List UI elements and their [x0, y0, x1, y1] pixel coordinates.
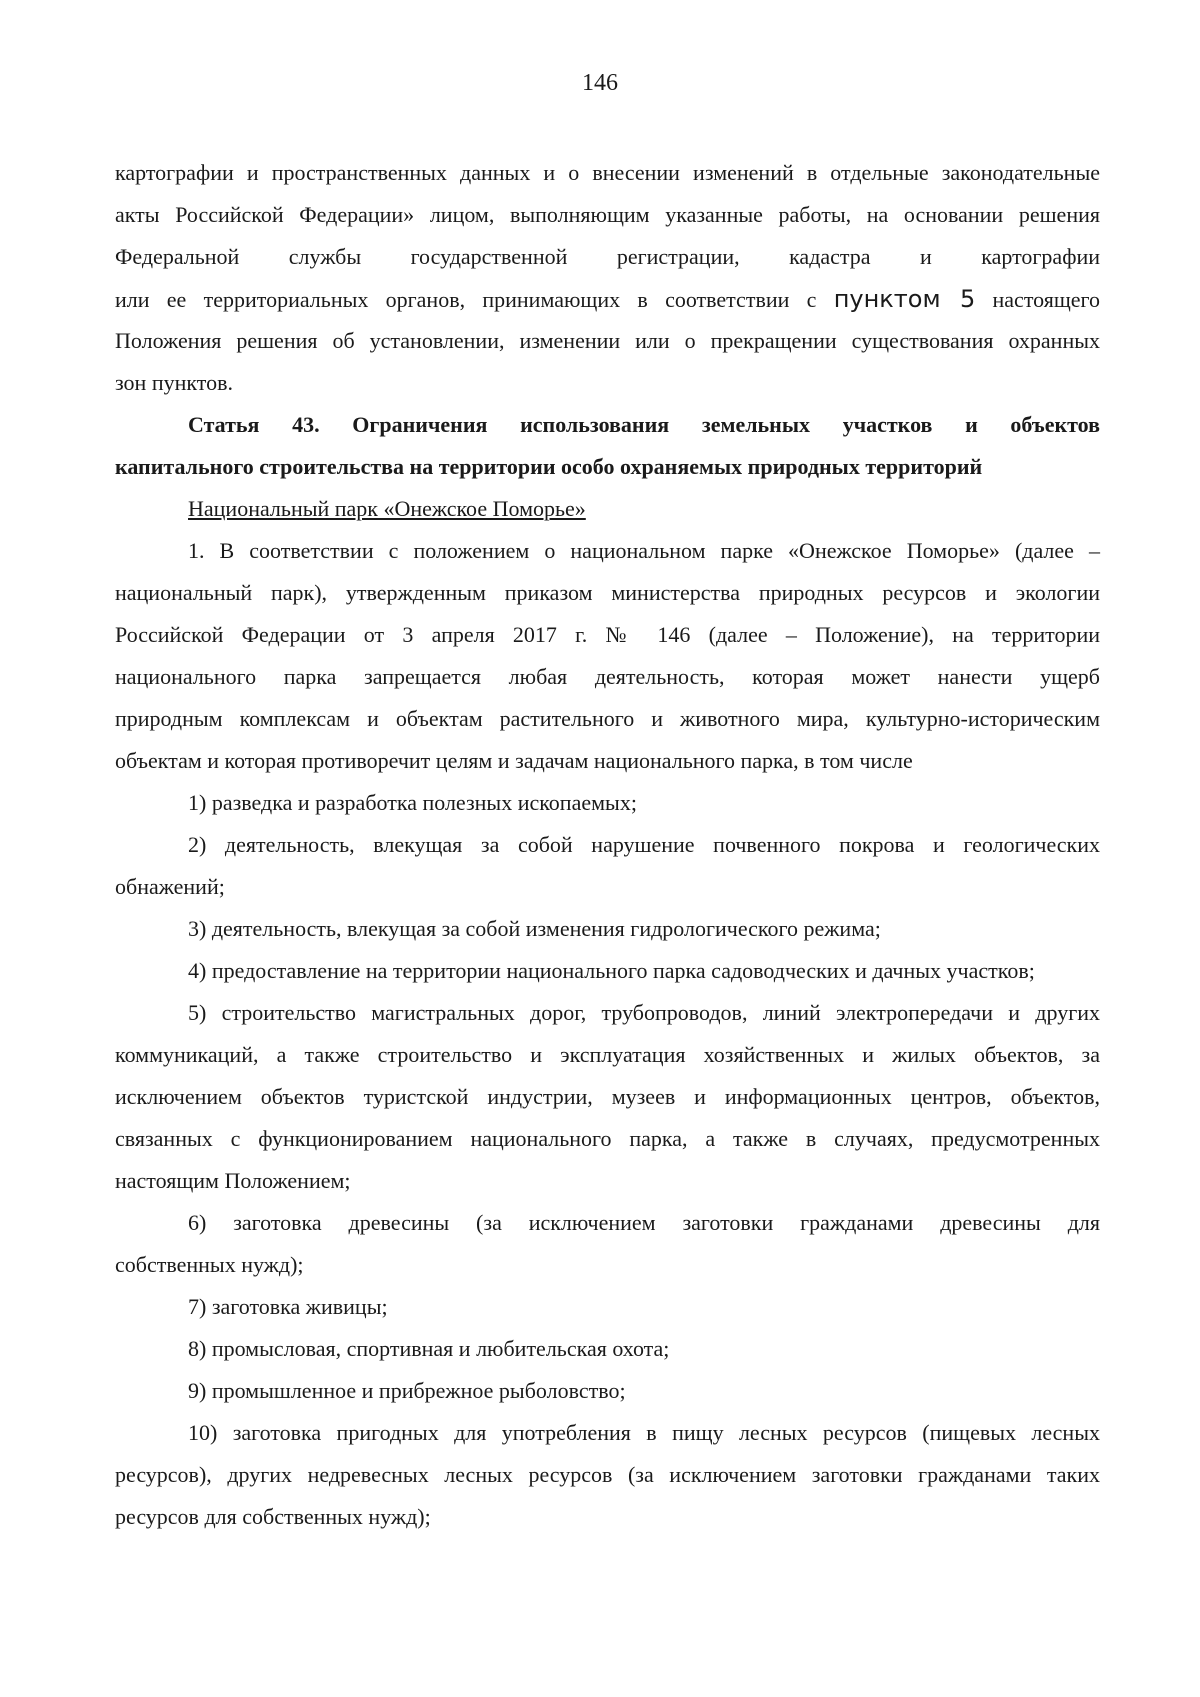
text-line: зон пунктов. [115, 370, 233, 395]
document-body [115, 152, 1100, 1538]
list-item: 3) деятельность, влекущая за собой изменения гидрологического режима; [188, 916, 881, 941]
list-item: 5) строительство магистральных дорог, трубопроводов, линий электропередачи и других [188, 1000, 1100, 1025]
text-line: национального парка запрещается любая деятельность, которая может нанести ущерб [115, 664, 1100, 689]
text-line: объектам и которая противоречит целям и задачам национального парка, в том числе [115, 748, 913, 773]
subtitle-text: Национальный парк «Онежское Поморье» [188, 496, 586, 521]
text-line: акты Российской Федерации» лицом, выполняющим указанные работы, на основании решения [115, 202, 1100, 227]
text-fragment: настоящего [992, 287, 1101, 312]
text-line: картографии и пространственных данных и о внесении изменений в отдельные законодательные [115, 160, 1100, 185]
prohibitions-list [115, 782, 1100, 1538]
list-item: 1) разведка и разработка полезных ископаемых; [188, 790, 637, 815]
text-fragment: или ее территориальных органов, принимающих в соответствии с [115, 287, 817, 312]
list-item-continuation: ресурсов), других недревесных лесных ресурсов (за исключением заготовки гражданами таких [115, 1462, 1100, 1487]
reference-point-5: пунктом 5 [833, 285, 976, 313]
list-item-continuation: настоящим Положением; [115, 1168, 351, 1193]
text-line: природным комплексам и объектам растительного и животного мира, культурно-историческим [115, 706, 1100, 731]
list-item: 9) промышленное и прибрежное рыболовство; [188, 1378, 626, 1403]
text-line: Положения решения об установлении, изменении или о прекращении существования охранных [115, 328, 1100, 353]
list-item-continuation: собственных нужд); [115, 1252, 304, 1277]
heading-line: Статья 43. Ограничения использования земельных участков и объектов [188, 412, 1100, 437]
list-item-continuation: ресурсов для собственных нужд); [115, 1504, 431, 1529]
page-number: 146 [582, 70, 618, 96]
text-line: национальный парк), утвержденным приказом министерства природных ресурсов и экологии [115, 580, 1100, 605]
article-heading [115, 404, 1100, 488]
section-subtitle [115, 488, 1100, 530]
text-line: 1. В соответствии с положением о национальном парке «Онежское Поморье» (далее – [188, 538, 1100, 563]
list-item: 8) промысловая, спортивная и любительская охота; [188, 1336, 670, 1361]
text-line [115, 278, 1100, 320]
list-item: 2) деятельность, влекущая за собой нарушение почвенного покрова и геологических [188, 832, 1100, 857]
paragraph-intro [115, 152, 1100, 404]
list-item: 6) заготовка древесины (за исключением заготовки гражданами древесины для [188, 1210, 1100, 1235]
list-item-continuation: обнажений; [115, 874, 225, 899]
list-item-continuation: связанных с функционированием национального парка, а также в случаях, предусмотренных [115, 1126, 1100, 1151]
list-item-continuation: исключением объектов туристской индустрии, музеев и информационных центров, объектов, [115, 1084, 1100, 1109]
list-item-continuation: коммуникаций, а также строительство и эксплуатация хозяйственных и жилых объектов, за [115, 1042, 1100, 1067]
text-line: Российской Федерации от 3 апреля 2017 г. № 146 (далее – Положение), на территории [115, 622, 1100, 647]
list-item: 10) заготовка пригодных для употребления в пищу лесных ресурсов (пищевых лесных [188, 1420, 1100, 1445]
paragraph-1 [115, 530, 1100, 782]
list-item: 4) предоставление на территории национального парка садоводческих и дачных участков; [188, 958, 1035, 983]
text-line: Федеральной службы государственной регистрации, кадастра и картографии [115, 244, 1100, 269]
heading-line: капитального строительства на территории особо охраняемых природных территорий [115, 454, 983, 479]
list-item: 7) заготовка живицы; [188, 1294, 388, 1319]
